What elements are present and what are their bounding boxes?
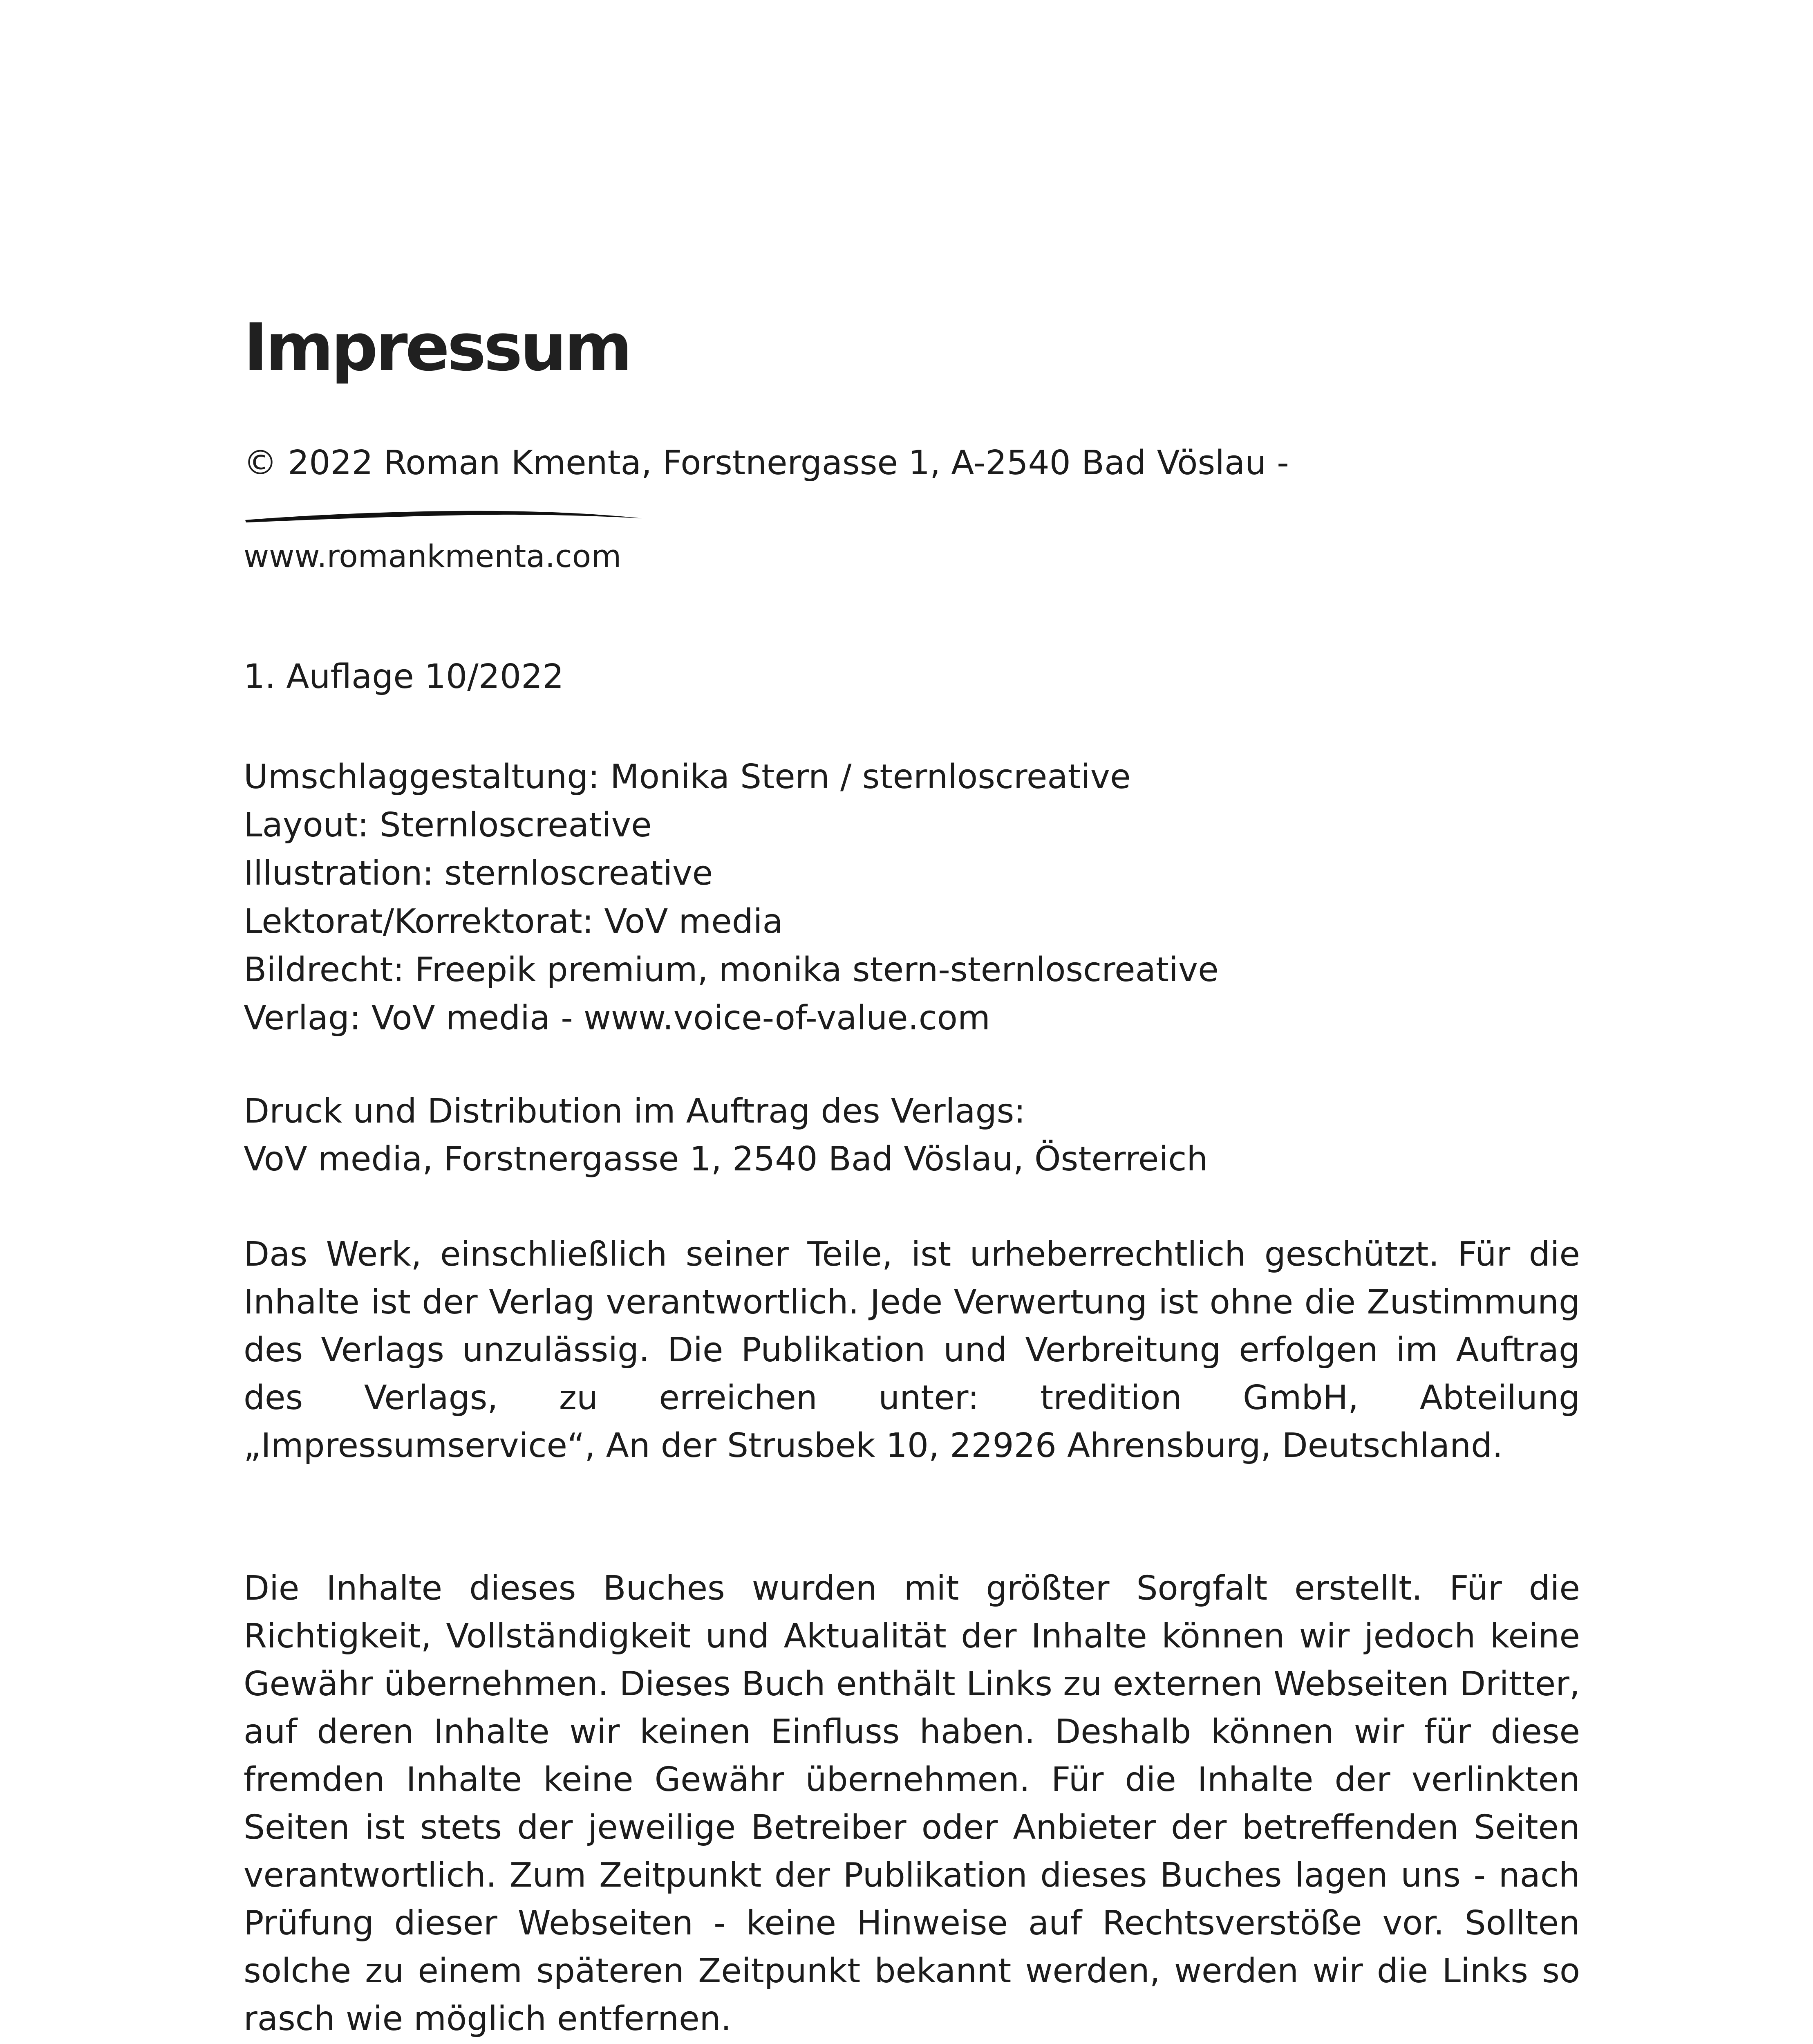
website-link[interactable]: www.romankmenta.com <box>244 538 622 574</box>
edition-line: 1. Auflage 10/2022 <box>244 657 564 696</box>
credit-editing: Lektorat/Korrektorat: VoV media <box>244 902 783 941</box>
printing-line-2: VoV media, Forstnergasse 1, 2540 Bad Vöslau, Österreich <box>244 1140 1208 1179</box>
credit-layout: Layout: Sternloscreative <box>244 806 652 845</box>
printing-line-1: Druck und Distribution im Auftrag des Verlags: <box>244 1092 1026 1131</box>
page-title: Impressum <box>244 309 630 385</box>
liability-disclaimer-paragraph: Die Inhalte dieses Buches wurden mit größter Sorgfalt erstellt. Für die Richtigkeit, Vollständigkeit und Aktualität der Inhalte können wir jedoch keine Gewähr übernehmen. Dieses Buch enthält Links zu externen Webseiten Dritter, auf deren Inhalte wir keinen Einfluss haben. Deshalb können wir für diese fremden Inhalte keine Gewähr übernehmen. Für die Inhalte der verlinkten Seiten ist stets der jeweilige Betreiber oder Anbieter der betreffenden Seiten verantwortlich. Zum Zeitpunkt der Publikation dieses Buches lagen uns - nach Prüfung dieser Webseiten - keine Hinweise auf Rechtsverstöße vor. Sollten solche zu einem späteren Zeitpunkt bekannt werden, werden wir die Links so rasch wie möglich entfernen. <box>244 1569 1580 2038</box>
credit-illustration: Illustration: sternloscreative <box>244 854 713 893</box>
brush-stroke-divider <box>244 506 644 527</box>
credit-cover-design: Umschlaggestaltung: Monika Stern / sternloscreative <box>244 758 1131 796</box>
printing-distribution-block <box>244 1087 1580 1183</box>
credit-publisher: Verlag: VoV media - www.voice-of-value.com <box>244 999 990 1038</box>
copyright-line: © 2022 Roman Kmenta, Forstnergasse 1, A-2540 Bad Vöslau - <box>244 444 1289 482</box>
credit-image-rights: Bildrecht: Freepik premium, monika stern-sternloscreative <box>244 950 1219 989</box>
copyright-notice-paragraph: Das Werk, einschließlich seiner Teile, ist urheberrechtlich geschützt. Für die Inhalte ist der Verlag verantwortlich. Jede Verwertung ist ohne die Zustimmung des Verlags unzulässig. Die Publikation und Verbreitung erfolgen im Auftrag des Verlags, zu erreichen unter: tredition GmbH, Abteilung „Impressumservice“, An der Strusbek 10, 22926 Ahrensburg, Deutschland. <box>244 1235 1580 1465</box>
credits-list <box>244 753 1219 1042</box>
